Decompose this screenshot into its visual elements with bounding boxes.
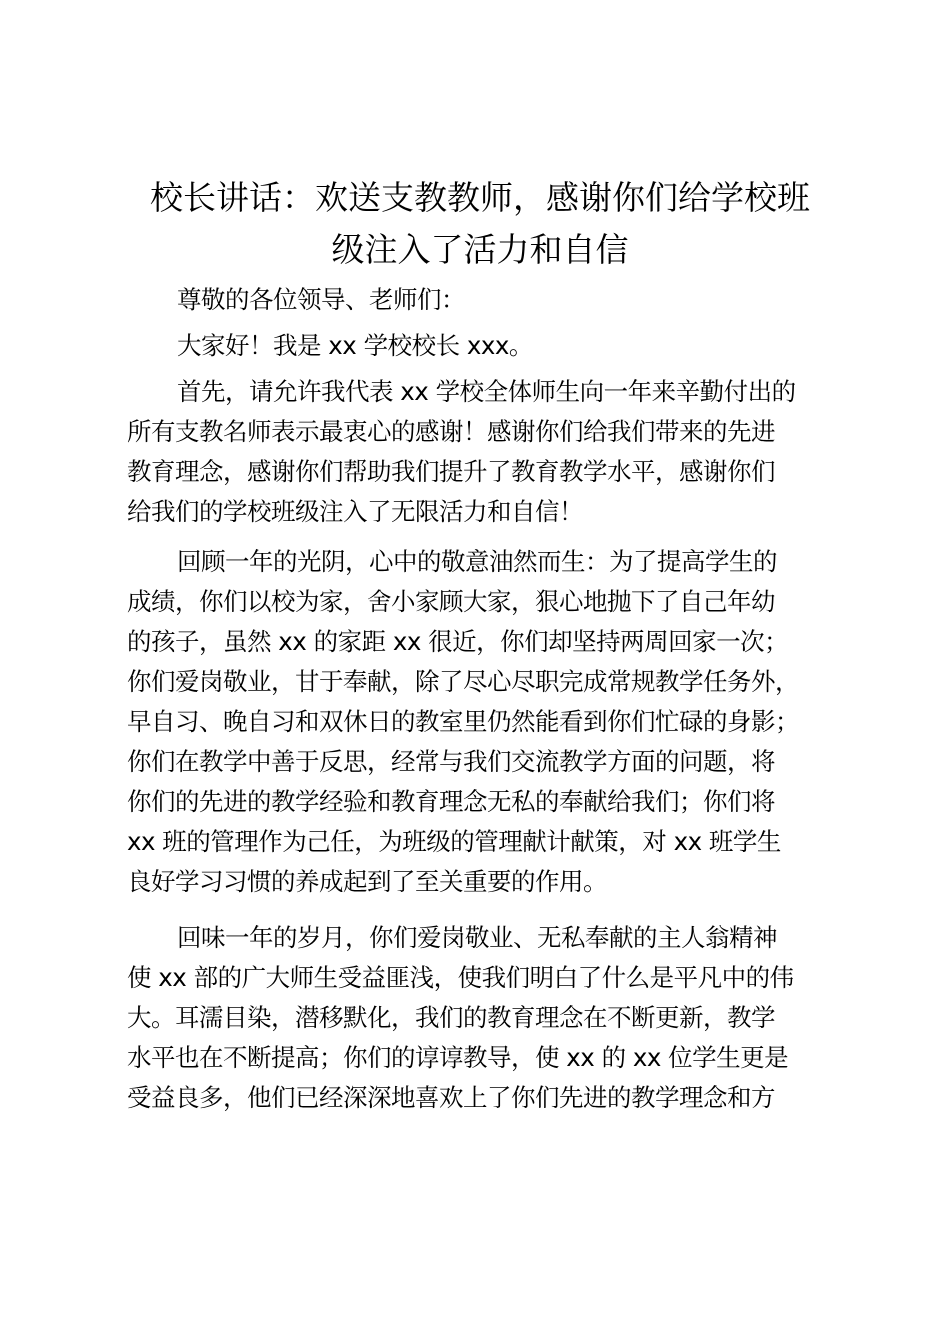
text-line: 成绩，你们以校为家，舍小家顾大家，狠心地抛下了自己年幼	[127, 587, 775, 616]
text-line: 良好学习习惯的养成起到了至关重要的作用。	[127, 867, 607, 896]
text-line: 回味一年的岁月，你们爱岗敬业、无私奉献的主人翁精神	[177, 923, 777, 952]
text-line: 所有支教名师表示最衷心的感谢！感谢你们给我们带来的先进	[127, 417, 775, 446]
greeting-paragraph	[127, 326, 847, 366]
reflection-paragraph	[127, 918, 847, 1118]
text-line: 的孩子，虽然 xx 的家距 xx 很近，你们却坚持两周回家一次；	[127, 627, 789, 656]
text-line: 你们的先进的教学经验和教育理念无私的奉献给我们；你们将	[127, 787, 775, 816]
text-line: 水平也在不断提高；你们的谆谆教导，使 xx 的 xx 位学生更是	[127, 1043, 789, 1072]
review-paragraph	[127, 542, 847, 902]
text-line: 尊敬的各位领导、老师们：	[177, 285, 465, 314]
text-line: 受益良多，他们已经深深地喜欢上了你们先进的教学理念和方	[127, 1083, 775, 1112]
text-line: 使 xx 部的广大师生受益匪浅，使我们明白了什么是平凡中的伟	[127, 963, 794, 992]
title-line-1: 校长讲话：欢送支教教师，感谢你们给学校班	[150, 178, 810, 217]
text-line: 早自习、晚自习和双休日的教室里仍然能看到你们忙碌的身影；	[127, 707, 799, 736]
text-line: 大家好！我是 xx 学校校长 xxx。	[177, 331, 533, 360]
text-line: 回顾一年的光阴，心中的敬意油然而生：为了提高学生的	[177, 547, 777, 576]
text-line: 首先，请允许我代表 xx 学校全体师生向一年来辛勤付出的	[177, 377, 796, 406]
title-line-2: 级注入了活力和自信	[331, 230, 629, 269]
text-line: xx 班的管理作为己任，为班级的管理献计献策，对 xx 班学生	[127, 827, 781, 856]
salutation-paragraph	[127, 280, 847, 320]
document-title	[120, 172, 840, 276]
text-line: 给我们的学校班级注入了无限活力和自信！	[127, 497, 583, 526]
text-line: 你们在教学中善于反思，经常与我们交流教学方面的问题，将	[127, 747, 775, 776]
text-line: 大。耳濡目染，潜移默化，我们的教育理念在不断更新，教学	[127, 1003, 775, 1032]
text-line: 教育理念，感谢你们帮助我们提升了教育教学水平，感谢你们	[127, 457, 775, 486]
document-body	[127, 280, 847, 1118]
thanks-paragraph	[127, 372, 847, 532]
text-line: 你们爱岗敬业，甘于奉献，除了尽心尽职完成常规教学任务外，	[127, 667, 799, 696]
